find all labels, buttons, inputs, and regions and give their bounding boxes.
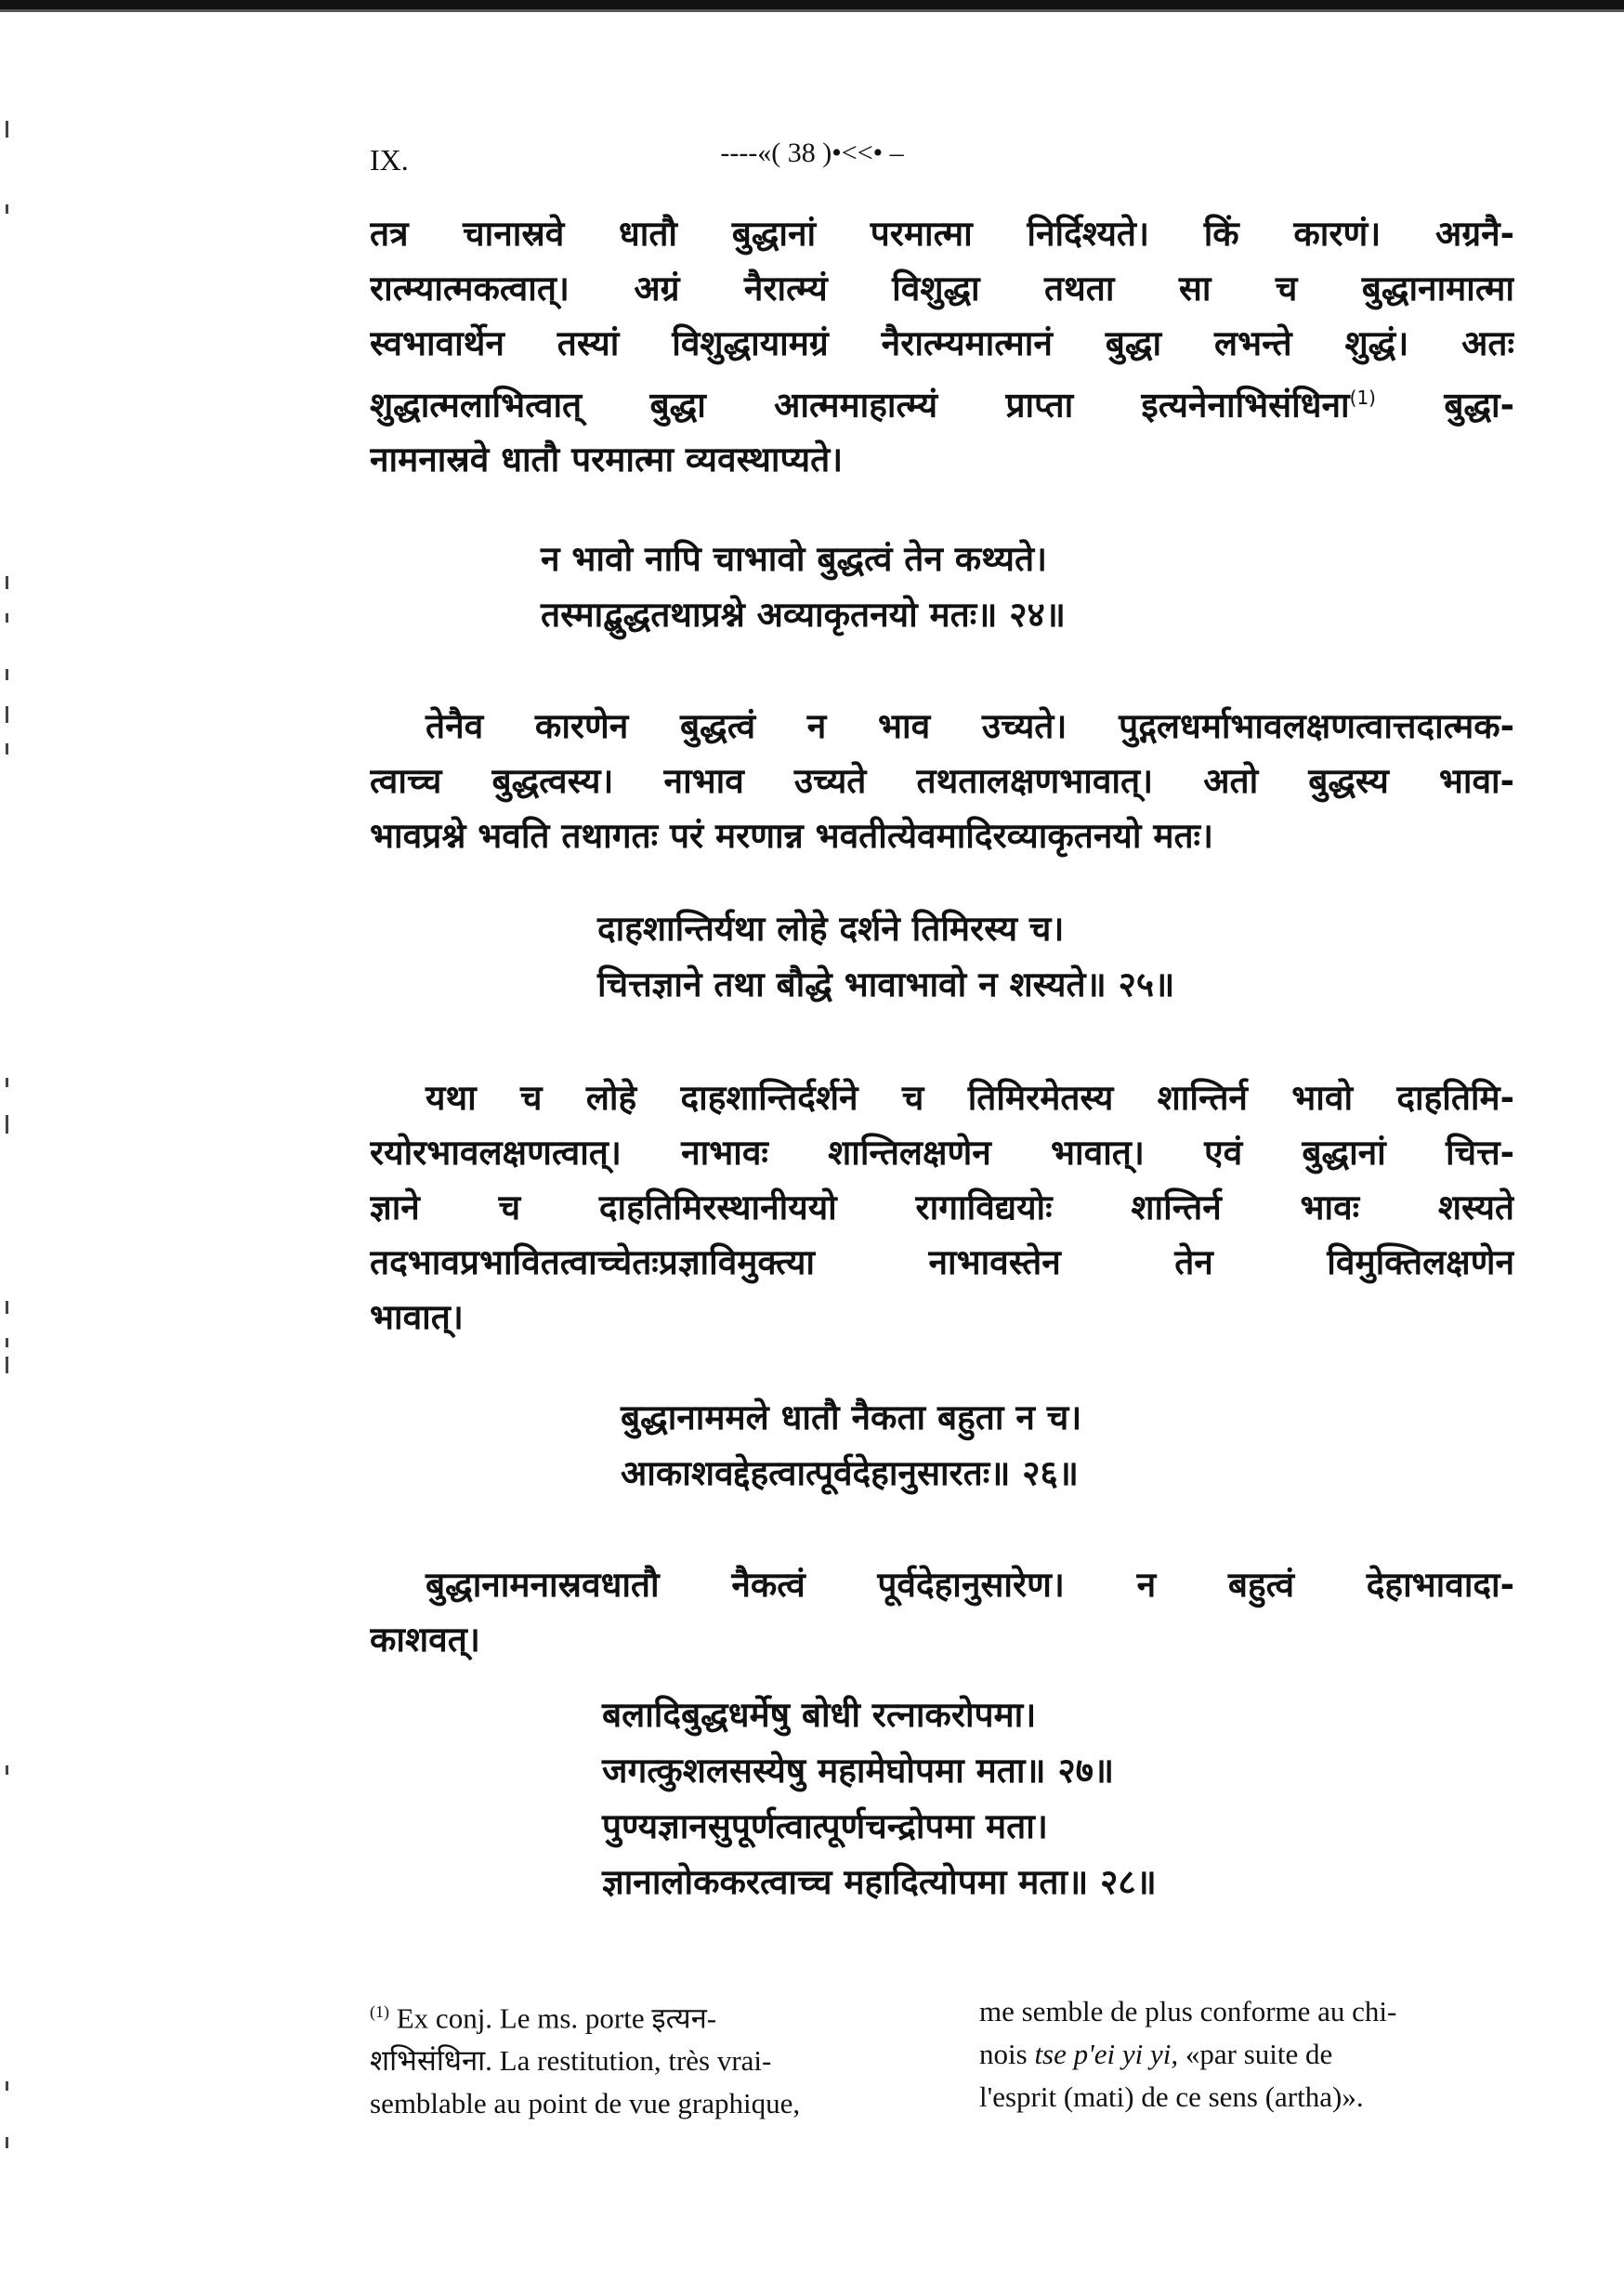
paragraph-2	[370, 699, 1514, 863]
text-line: यथा च लोहे दाहशान्तिर्दर्शने च तिमिरमेतस्य शान्तिर्न भावो दाहतिमि-	[426, 1078, 1514, 1118]
verse-line: दाहशान्तिर्यथा लोहे दर्शने तिमिरस्य च।	[597, 909, 1065, 949]
text-line: रात्म्यात्मकत्वात्। अग्रं नैरात्म्यं विशुद्धा तथता सा च बुद्धानामात्मा	[370, 269, 1514, 308]
footnote-line: शभिसंधिना. La restitution, très vrai-	[370, 2044, 772, 2078]
top-edge-shadow	[0, 9, 1624, 12]
verse-line: जगत्कुशलसस्येषु महामेघोपमा मता॥ २७॥	[602, 1751, 1115, 1791]
verse-line: बलादिबुद्धधर्मेषु बोधी रत्नाकरोपमा।	[602, 1695, 1037, 1735]
text-line: बुद्धानामनास्रवधातौ नैकत्वं पूर्वदेहानुसारेण। न बहुत्वं देहाभावादा-	[426, 1565, 1514, 1605]
verse-26	[621, 1390, 1081, 1502]
paragraph-4	[370, 1557, 1514, 1667]
verse-line: न भावो नापि चाभावो बुद्धत्वं तेन कथ्यते।	[541, 539, 1048, 579]
text-span: शुद्धात्मलाभित्वात् बुद्धा आत्ममाहात्म्यं प्राप्ता इत्यनेनाभिसंधिना	[370, 385, 1350, 426]
footnote-text: nois	[979, 2038, 1035, 2070]
footnote-line: semblable au point de vue graphique,	[370, 2087, 801, 2120]
scan-edge-marks	[6, 93, 15, 2230]
text-line: तेनैव कारणेन बुद्धत्वं न भाव उच्यते। पुद्गलधर्माभावलक्षणत्वात्तदात्मक-	[426, 706, 1514, 746]
footnote-text: «par suite de	[1178, 2038, 1333, 2070]
text-line: काशवत्।	[370, 1620, 480, 1660]
text-line: भावात्।	[370, 1297, 464, 1337]
verse-25	[597, 901, 1174, 1013]
text-line: त्वाच्च बुद्धत्वस्य। नाभाव उच्यते तथतालक्षणभावात्। अतो बुद्धस्य भावा-	[370, 761, 1514, 801]
verse-line: बुद्धानाममले धातौ नैकता बहुता न च।	[621, 1397, 1082, 1437]
text-line: तत्र चानास्रवे धातौ बुद्धानां परमात्मा निर्दिश्यते। किं कारणं। अग्रनै-	[370, 214, 1514, 254]
footnote-line	[370, 1990, 800, 2040]
text-line: रयोरभावलक्षणत्वात्। नाभावः शान्तिलक्षणेन भावात्। एवं बुद्धानां चित्त-	[370, 1133, 1514, 1173]
footnote-line: l'esprit (mati) de ce sens (artha)».	[979, 2080, 1364, 2113]
text-line: तदभावप्रभावितत्वाच्चेतःप्रज्ञाविमुक्त्या नाभावस्तेन तेन विमुक्तिलक्षणेन	[370, 1242, 1514, 1282]
verse-line: तस्माद्बुद्धतथाप्रश्ने अव्याकृतनयो मतः॥ २४॥	[541, 595, 1066, 635]
footnote-italic-text: tse p'ei yi yi,	[1034, 2038, 1179, 2070]
verses-27-28	[602, 1687, 1157, 1910]
text-line	[370, 371, 1514, 432]
footnote-column-1	[370, 1990, 800, 2125]
text-span: बुद्धा-	[1375, 385, 1514, 426]
section-label: IX.	[370, 143, 409, 177]
footnote-column-2	[979, 1990, 1396, 2119]
verse-24	[541, 531, 1066, 643]
paragraph-1	[370, 206, 1514, 487]
footnote-line: me semble de plus conforme au chi-	[979, 1995, 1397, 2027]
verse-line: पुण्यज्ञानसुपूर्णत्वात्पूर्णचन्द्रोपमा मता।	[602, 1806, 1048, 1846]
text-line: ज्ञाने च दाहतिमिरस्थानीययो रागाविद्ययोः शान्तिर्न भावः शस्यते	[370, 1187, 1514, 1227]
top-edge-bar	[0, 0, 1624, 9]
footnote-marker: (1)	[1349, 387, 1376, 409]
footnote-text: Ex conj. Le ms. porte इत्यन-	[396, 2001, 717, 2035]
verse-line: ज्ञानालोककरत्वाच्च महादित्योपमा मता॥ २८॥	[602, 1862, 1157, 1902]
text-line: नामनास्रवे धातौ परमात्मा व्यवस्थाप्यते।	[370, 440, 844, 480]
verse-line: चित्तज्ञाने तथा बौद्धे भावाभावो न शस्यते॥ २५॥	[597, 964, 1175, 1004]
footnote-number: (1)	[370, 2002, 389, 2021]
text-line: भावप्रश्ने भवति तथागतः परं मरणान्न भवतीत्येवमादिरव्याकृतनयो मतः।	[370, 816, 1214, 856]
footnote-line	[979, 2033, 1396, 2076]
paragraph-3	[370, 1070, 1514, 1345]
text-line: स्वभावार्थेन तस्यां विशुद्धायामग्रं नैरात्म्यमात्मानं बुद्धा लभन्ते शुद्धं। अतः	[370, 323, 1514, 363]
verse-line: आकाशवद्देहत्वात्पूर्वदेहानुसारतः॥ २६॥	[621, 1453, 1079, 1493]
page-number: ----«( 38 )•<<• –	[720, 138, 904, 168]
